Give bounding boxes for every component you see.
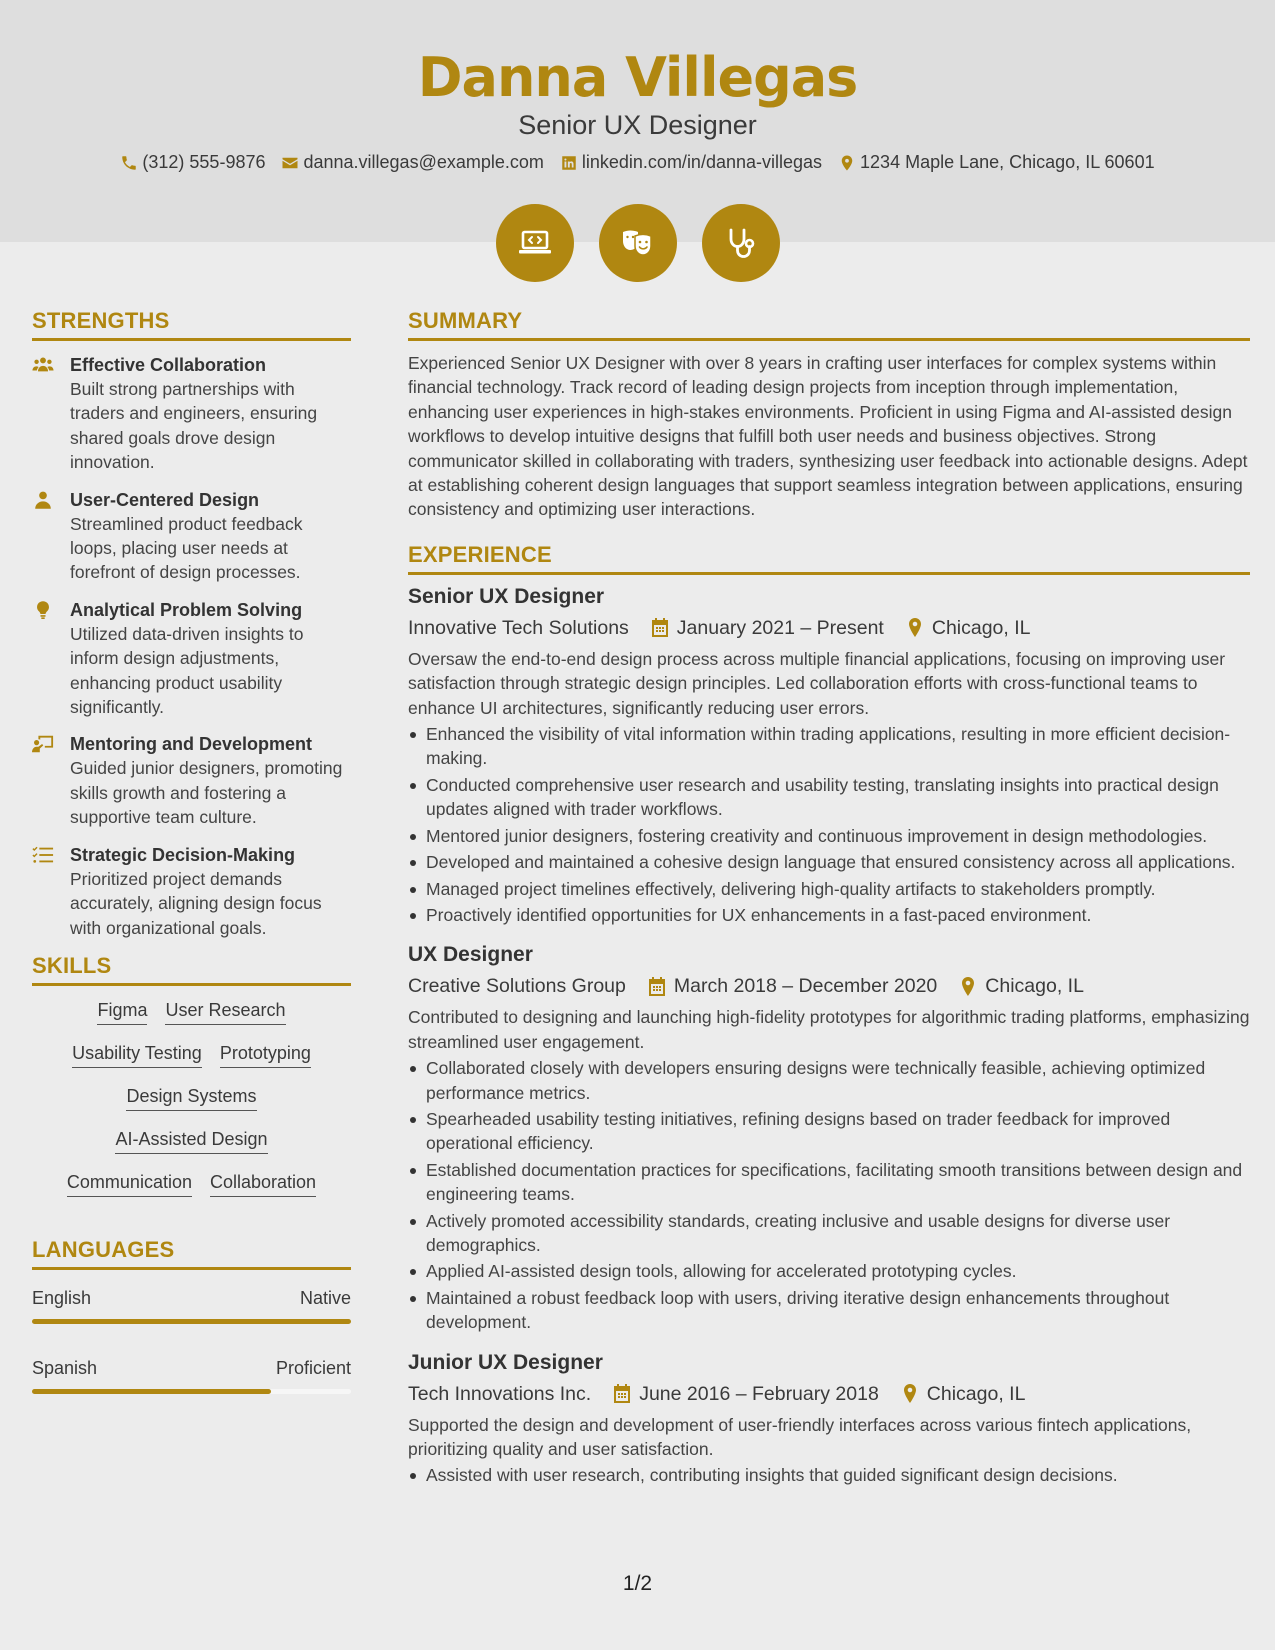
job-bullet: Collaborated closely with developers ensuring designs were technically feasible, achieving optimized performance metrics. xyxy=(408,1056,1250,1105)
strength-title: Analytical Problem Solving xyxy=(70,599,303,620)
skill-tag: Communication xyxy=(67,1170,192,1197)
job-title: Junior UX Designer xyxy=(408,1350,603,1374)
job-entry xyxy=(408,1349,1250,1488)
job-meta xyxy=(408,973,1250,999)
candidate-role: Senior UX Designer xyxy=(518,110,757,140)
job-title: Senior UX Designer xyxy=(408,584,605,608)
job-dates: January 2021 – Present xyxy=(676,616,884,639)
job-bullet: Managed project timelines effectively, delivering high-quality artifacts to stakeholders promptly. xyxy=(408,877,1250,901)
job-dates: June 2016 – February 2018 xyxy=(639,1382,879,1405)
job-entry xyxy=(408,583,1250,927)
strength-desc: Built strong partnerships with traders and engineers, ensuring shared goals drove design innovation. xyxy=(70,379,318,473)
job-company: Creative Solutions Group xyxy=(408,975,626,998)
contact-phone[interactable] xyxy=(120,152,265,173)
skill-row xyxy=(32,1170,351,1197)
map-pin-icon xyxy=(838,154,856,172)
contact-email[interactable] xyxy=(281,152,543,173)
languages-list xyxy=(32,1288,351,1394)
calendar-icon xyxy=(651,618,669,637)
linkedin-text: linkedin.com/in/danna-villegas xyxy=(581,152,823,172)
users-icon xyxy=(32,355,54,375)
job-bullet: Proactively identified opportunities for UX enhancements in a fast-paced environment. xyxy=(408,903,1250,927)
calendar-icon xyxy=(613,1384,631,1403)
interest-circle-coding xyxy=(496,204,574,282)
skill-tag: User Research xyxy=(165,998,285,1025)
languages-heading: LANGUAGES xyxy=(32,1237,351,1270)
job-description: Contributed to designing and launching high-fidelity prototypes for algorithmic trading platforms, emphasizing streamlined user engagement. xyxy=(408,1007,1250,1052)
skill-tag: Prototyping xyxy=(220,1041,311,1068)
language-bar xyxy=(32,1319,351,1324)
strength-title: Mentoring and Development xyxy=(70,734,313,755)
summary-text: Experienced Senior UX Designer with over 8 years in crafting user interfaces for complex systems within financial technology. Track record of leading design projects from inception through implementation, enhancing user experiences in high-stakes environments. Proficient in using Figma and AI-assisted design workflows to develop intuitive designs that fulfill both user needs and business objectives. Strong communicator skilled in collaborating with traders, synthesizing user feedback into actionable designs. Adept at establishing coherent design languages that support seamless integration between applications, ensuring consistency and optimizing user interactions. xyxy=(408,353,1248,520)
email-text: danna.villegas@example.com xyxy=(303,152,544,172)
envelope-icon xyxy=(281,154,299,172)
job-bullets xyxy=(408,1056,1250,1334)
map-pin-icon xyxy=(901,1384,919,1403)
job-title: UX Designer xyxy=(408,943,533,967)
language-item xyxy=(32,1288,351,1324)
skill-tag: Design Systems xyxy=(126,1084,256,1111)
map-pin-icon xyxy=(906,618,924,637)
map-pin-icon xyxy=(959,977,977,996)
job-bullet: Assisted with user research, contributing insights that guided significant design decisions. xyxy=(408,1463,1250,1487)
phone-text: (312) 555-9876 xyxy=(142,152,266,172)
job-company: Innovative Tech Solutions xyxy=(408,616,629,639)
strength-title: User-Centered Design xyxy=(70,489,260,510)
strength-item xyxy=(32,353,351,475)
language-item xyxy=(32,1358,351,1394)
skill-tag: Collaboration xyxy=(210,1170,316,1197)
job-bullet: Spearheaded usability testing initiatives, refining designs based on trader feedback for improved operational efficiency. xyxy=(408,1107,1250,1156)
skill-row xyxy=(32,1127,351,1154)
right-column xyxy=(408,308,1250,1490)
skill-tag: Usability Testing xyxy=(72,1041,202,1068)
strength-title: Strategic Decision-Making xyxy=(70,844,296,865)
job-location: Chicago, IL xyxy=(926,1382,1026,1405)
language-bar-fill xyxy=(32,1389,271,1394)
interest-icons xyxy=(0,204,1275,282)
user-icon xyxy=(32,490,54,510)
job-bullet: Developed and maintained a cohesive design language that ensured consistency across all applications. xyxy=(408,850,1250,874)
job-bullet: Conducted comprehensive user research and usability testing, translating insights into practical design updates aligned with trader workflows. xyxy=(408,773,1250,822)
address-text: 1234 Maple Lane, Chicago, IL 60601 xyxy=(860,152,1155,172)
laptop-code-icon xyxy=(515,223,555,263)
contact-bar xyxy=(0,152,1275,173)
contact-address xyxy=(838,152,1155,173)
skill-tag: AI-Assisted Design xyxy=(115,1127,267,1154)
job-meta xyxy=(408,1381,1250,1407)
strength-title: Effective Collaboration xyxy=(70,355,267,375)
job-entry xyxy=(408,941,1250,1334)
job-bullet: Maintained a robust feedback loop with users, driving iterative design enhancements throughout development. xyxy=(408,1286,1250,1335)
theater-masks-icon xyxy=(618,223,658,263)
job-bullet: Established documentation practices for specifications, facilitating smooth transitions between design and engineering teams. xyxy=(408,1158,1250,1207)
strength-item xyxy=(32,843,351,940)
strength-desc: Guided junior designers, promoting skills growth and fostering a supportive team culture. xyxy=(70,758,343,828)
language-level: Proficient xyxy=(275,1357,351,1378)
interest-circle-theater xyxy=(599,204,677,282)
strength-item xyxy=(32,488,351,585)
job-bullet: Actively promoted accessibility standards, creating inclusive and usable designs for diverse user demographics. xyxy=(408,1209,1250,1258)
job-bullets xyxy=(408,1463,1250,1487)
job-bullet: Applied AI-assisted design tools, allowing for accelerated prototyping cycles. xyxy=(408,1259,1250,1283)
language-name: English xyxy=(32,1287,92,1308)
calendar-icon xyxy=(648,977,666,996)
contact-linkedin[interactable] xyxy=(560,152,822,173)
language-level: Native xyxy=(299,1287,351,1308)
strength-desc: Prioritized project demands accurately, aligning design focus with organizational goals. xyxy=(70,868,322,938)
phone-icon xyxy=(120,154,138,172)
job-company: Tech Innovations Inc. xyxy=(408,1382,592,1405)
job-location: Chicago, IL xyxy=(931,616,1031,639)
experience-list xyxy=(408,583,1250,1488)
job-bullet: Mentored junior designers, fostering creativity and continuous improvement in design methodologies. xyxy=(408,824,1250,848)
skill-row xyxy=(32,1041,351,1068)
job-description: Supported the design and development of user-friendly interfaces across various fintech applications, prioritizing quality and user satisfaction. xyxy=(408,1414,1192,1459)
language-bar-fill xyxy=(32,1319,351,1324)
language-name: Spanish xyxy=(32,1357,98,1378)
experience-heading: EXPERIENCE xyxy=(408,542,1250,575)
candidate-name: Danna Villegas xyxy=(417,46,858,109)
strength-desc: Utilized data-driven insights to inform design adjustments, enhancing product usability significantly. xyxy=(70,623,304,718)
language-bar xyxy=(32,1389,351,1394)
strength-item xyxy=(32,732,351,829)
job-meta xyxy=(408,615,1250,641)
strengths-list xyxy=(32,353,351,940)
job-bullet: Enhanced the visibility of vital information within trading applications, resulting in more efficient decision-making. xyxy=(408,722,1250,771)
skill-tag: Figma xyxy=(97,998,147,1025)
linkedin-icon xyxy=(560,154,578,172)
strength-item xyxy=(32,598,351,720)
left-column xyxy=(32,308,351,1428)
skills-list xyxy=(32,998,351,1197)
chalkboard-teacher-icon xyxy=(32,734,54,754)
page-number: 1/2 xyxy=(622,1572,653,1595)
skills-heading: SKILLS xyxy=(32,953,351,986)
lightbulb-icon xyxy=(32,600,54,620)
job-location: Chicago, IL xyxy=(985,975,1084,998)
summary-heading: SUMMARY xyxy=(408,308,1250,341)
list-check-icon xyxy=(32,845,54,865)
job-bullets xyxy=(408,722,1250,927)
strength-desc: Streamlined product feedback loops, placing user needs at forefront of design processes. xyxy=(70,513,303,583)
job-description: Oversaw the end-to-end design process across multiple financial applications, focusing on improving user satisfaction through strategic design principles. Led collaboration efforts with cross-functional teams to enhance UI architectures, significantly reducing user errors. xyxy=(408,648,1226,718)
stethoscope-icon xyxy=(721,223,761,263)
interest-circle-medical xyxy=(702,204,780,282)
skill-row xyxy=(32,998,351,1025)
job-dates: March 2018 – December 2020 xyxy=(673,975,938,998)
skill-row xyxy=(32,1084,351,1111)
strengths-heading: STRENGTHS xyxy=(32,308,351,341)
